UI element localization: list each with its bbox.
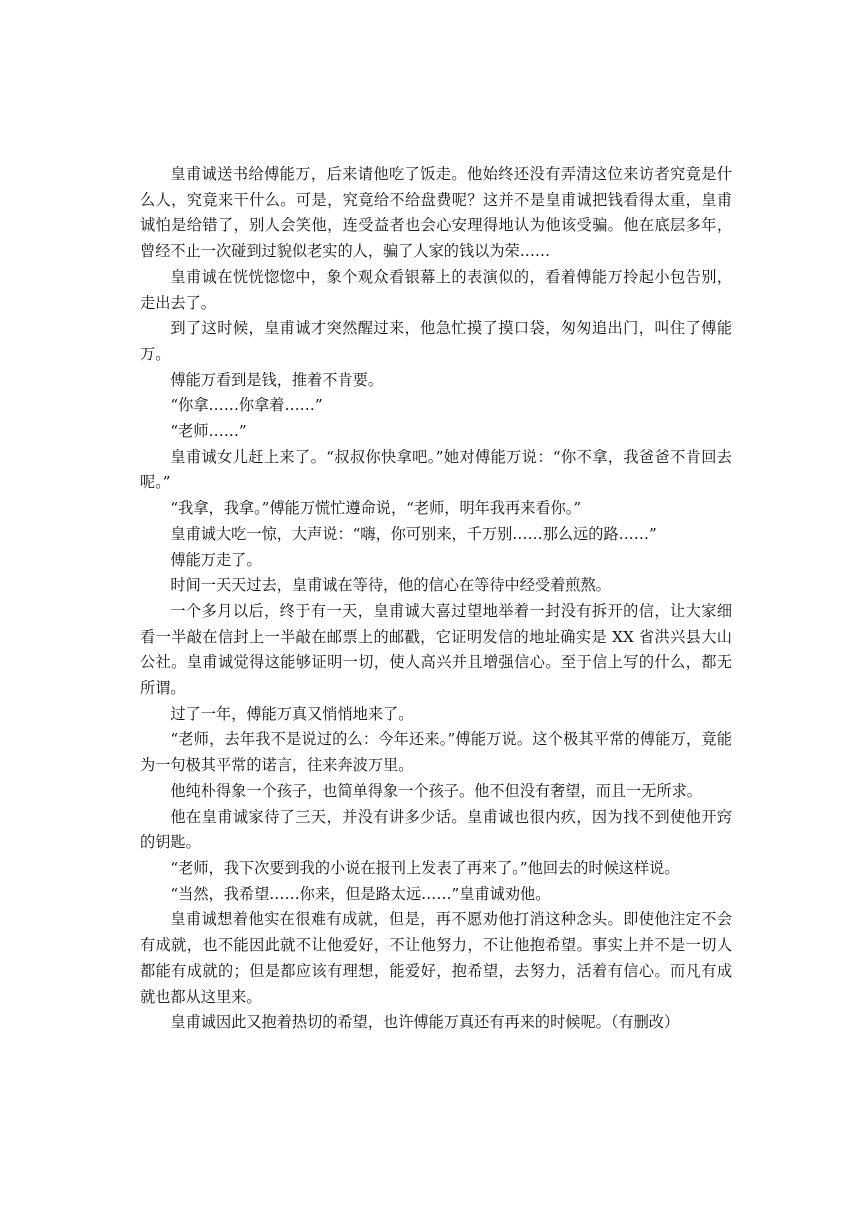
paragraph: “我拿，我拿。”傅能万慌忙遵命说，“老师，明年我再来看你。” <box>170 499 582 518</box>
paragraph: 他纯朴得象一个孩子，也简单得象一个孩子。他不但没有奢望，而且一无所求。 <box>170 781 702 800</box>
paragraph: “老师，我下次要到我的小说在报刊上发表了再来了。”他回去的时候这样说。 <box>170 858 680 877</box>
paragraph: 皇甫诚因此又抱着热切的希望，也许傅能万真还有再来的时候呢。（有删改） <box>170 1013 680 1032</box>
paragraph: 皇甫诚送书给傅能万，后来请他吃了饭走。他始终还没有弄清这位来访者究竟是什么人，究竟来干什么。可是，究竟给不给盘费呢？这并不是皇甫诚把钱看得太重，皇甫诚怕是给错了，别人会笑他，连受益者也会心安理得地认为他该受骗。他在底层多年，曾经不止一次碰到过貌似老实的人，骗了人家的钱以为荣…… <box>140 165 732 261</box>
paragraph: 皇甫诚女儿赶上来了。“叔叔你快拿吧。”她对傅能万说：“你不拿，我爸爸不肯回去呢。” <box>140 447 732 492</box>
paragraph: 傅能万走了。 <box>170 550 262 569</box>
paragraph: 傅能万看到是钱，推着不肯要。 <box>170 370 384 389</box>
paragraph: “老师……” <box>170 422 247 441</box>
paragraph: 到了这时候，皇甫诚才突然醒过来，他急忙摸了摸口袋，匆匆追出门，叫住了傅能万。 <box>140 319 732 363</box>
paragraph: “老师，去年我不是说过的么：今年还来。”傅能万说。这个极其平常的傅能万，竟能为一句极其平常的诺言，往来奔波万里。 <box>140 730 732 775</box>
paragraph: 皇甫诚大吃一惊，大声说：“嗨，你可别来，千万别……那么远的路……” <box>170 524 657 543</box>
paragraph: 他在皇甫诚家待了三天，并没有讲多少话。皇甫诚也很内疚，因为找不到使他开窍的钥匙。 <box>140 807 732 852</box>
paragraph: “你拿……你拿着……” <box>170 396 323 415</box>
article-body <box>140 162 732 1036</box>
paragraph: 过了一年，傅能万真又悄悄地来了。 <box>170 704 414 723</box>
paragraph: 一个多月以后，终于有一天，皇甫诚大喜过望地举着一封没有拆开的信，让大家细看一半敲在信封上一半敲在邮票上的邮戳，它证明发信的地址确实是 XX 省洪兴县大山公社。皇甫诚觉得这能够证明一切，使人高兴并且增强信心。至于信上写的什么，都无所谓。 <box>140 601 732 698</box>
paragraph: 时间一天天过去，皇甫诚在等待，他的信心在等待中经受着煎熬。 <box>170 576 611 595</box>
paragraph: 皇甫诚在恍恍惚惚中，象个观众看银幕上的表演似的，看着傅能万拎起小包告别，走出去了。 <box>140 267 732 312</box>
paragraph: 皇甫诚想着他实在很难有成就，但是，再不愿劝他打消这种念头。即使他注定不会有成就，也不能因此就不让他爱好，不让他努力，不让他抱希望。事实上并不是一切人都能有成就的；但是都应该有理想，能爱好，抱希望，去努力，活着有信心。而凡有成就也都从这里来。 <box>140 910 732 1006</box>
paragraph: “当然，我希望……你来，但是路太远……”皇甫诚劝他。 <box>170 884 551 903</box>
